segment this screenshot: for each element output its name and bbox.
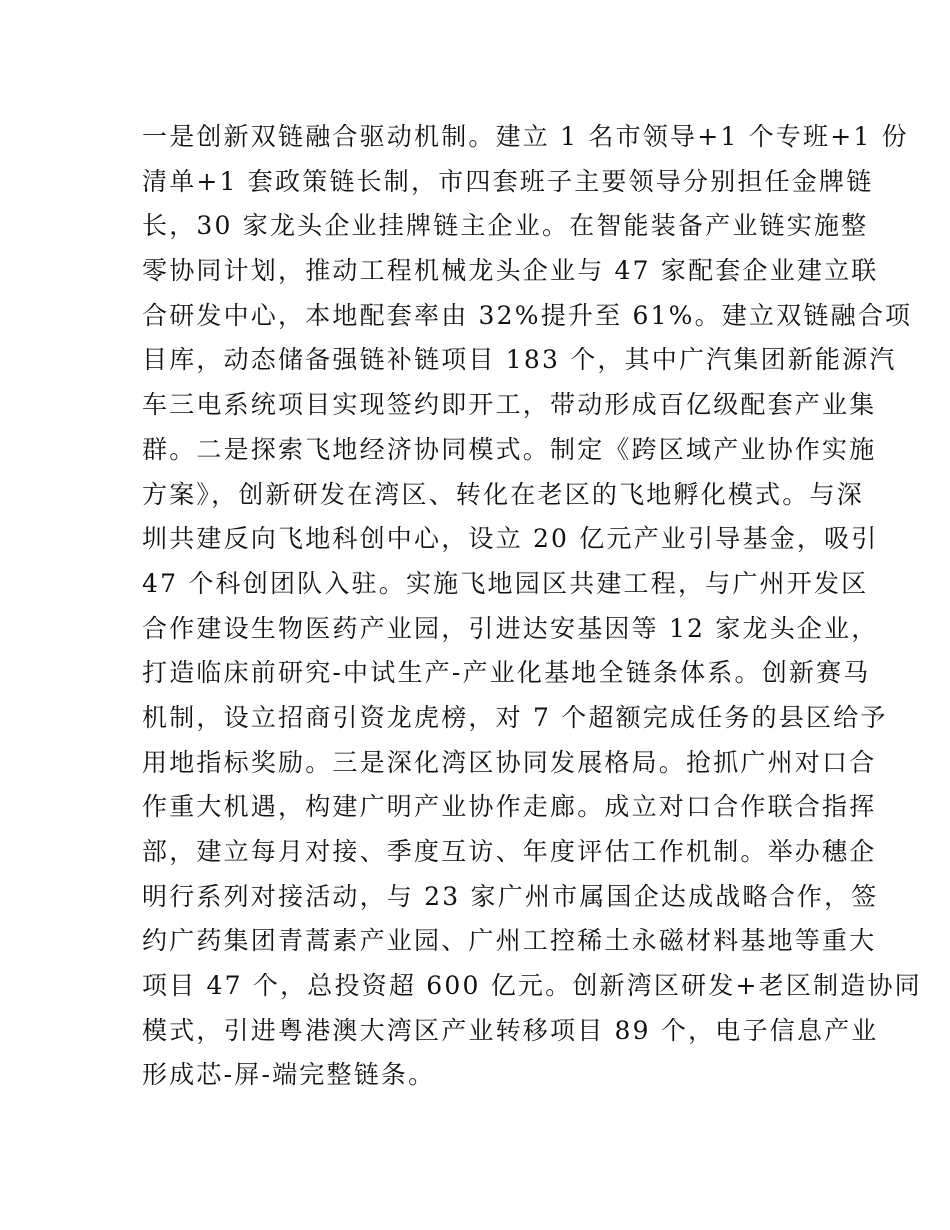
paragraph-line: 打造临床前研究-中试生产-产业化基地全链条体系。创新赛马 — [142, 658, 871, 688]
paragraph-line: 长，30 家龙头企业挂牌链主企业。在智能装备产业链实施整 — [142, 211, 869, 241]
paragraph-line: 作重大机遇，构建广明产业协作走廊。成立对口合作联合指挥 — [142, 792, 877, 822]
paragraph-line: 一是创新双链融合驱动机制。建立 1 名市领导+1 个专班+1 份 — [142, 122, 909, 151]
paragraph-line: 明行系列对接活动，与 23 家广州市属国企达成战略合作，签 — [142, 881, 879, 911]
paragraph-line: 约广药集团青蒿素产业园、广州工控稀土永磁材料基地等重大 — [142, 926, 877, 956]
paragraph-line: 部，建立每月对接、季度互访、年度评估工作机制。举办穗企 — [142, 837, 877, 866]
paragraph-line: 清单+1 套政策链长制，市四套班子主要领导分别担任金牌链 — [142, 166, 874, 196]
paragraph-line: 圳共建反向飞地科创中心，设立 20 亿元产业引导基金，吸引 — [142, 524, 879, 554]
body-paragraph — [142, 115, 922, 1098]
paragraph-line: 合作建设生物医药产业园，引进达安基因等 12 家龙头企业， — [142, 613, 879, 643]
paragraph-line: 群。二是探索飞地经济协同模式。制定《跨区域产业协作实施 — [142, 434, 877, 464]
paragraph-line: 形成芯-屏-端完整链条。 — [142, 1060, 436, 1090]
paragraph-line: 47 个科创团队入驻。实施飞地园区共建工程，与广州开发区 — [142, 568, 869, 598]
paragraph-line: 目库，动态储备强链补链项目 183 个，其中广汽集团新能源汽 — [142, 345, 897, 375]
paragraph-line: 机制，设立招商引资龙虎榜，对 7 个超额完成任务的县区给予 — [142, 702, 888, 732]
paragraph-line: 用地指标奖励。三是深化湾区协同发展格局。抢抓广州对口合 — [142, 747, 877, 777]
paragraph-line: 项目 47 个，总投资超 600 亿元。创新湾区研发+老区制造协同 — [142, 971, 922, 1001]
paragraph-line: 车三电系统项目实现签约即开工，带动形成百亿级配套产业集 — [142, 390, 877, 420]
paragraph-line: 合研发中心，本地配套率由 32%提升至 61%。建立双链融合项 — [142, 300, 913, 330]
paragraph-line: 模式，引进粤港澳大湾区产业转移项目 89 个，电子信息产业 — [142, 1015, 879, 1045]
paragraph-line: 方案》，创新研发在湾区、转化在老区的飞地孵化模式。与深 — [142, 479, 864, 509]
paragraph-line: 零协同计划，推动工程机械龙头企业与 47 家配套企业建立联 — [142, 256, 879, 286]
